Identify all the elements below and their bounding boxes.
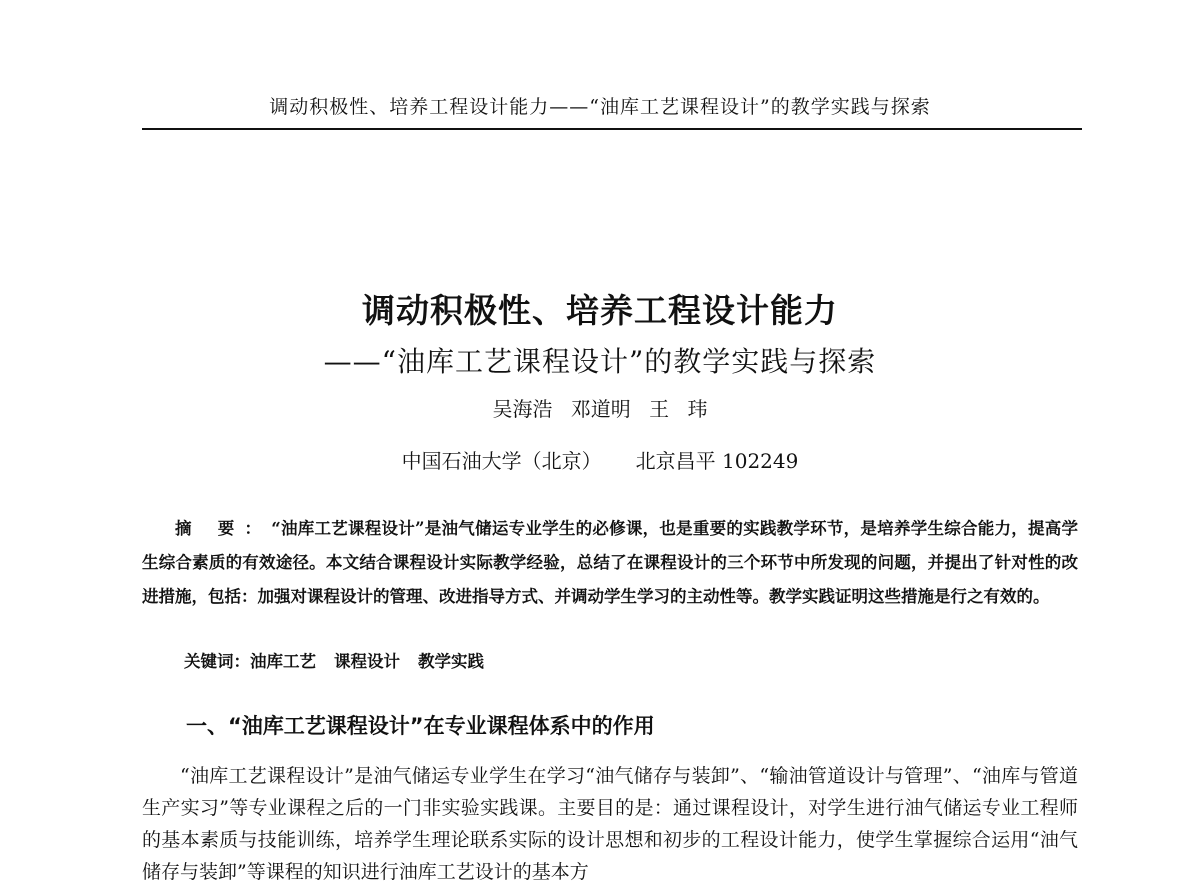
article-affiliation — [0, 445, 1200, 474]
keyword-item: 教学实践 — [418, 652, 484, 671]
affiliation-location: 北京昌平 102249 — [635, 449, 799, 473]
abstract-text: “油库工艺课程设计”是油气储运专业学生的必修课，也是重要的实践教学环节，是培养学生综合能力，提高学生综合素质的有效途径。本文结合课程设计实际教学经验，总结了在课程设计的三个环节中所发现的问题，并提出了针对性的改进措施，包括：加强对课程设计的管理、改进指导方式、并调动学生学习的主动性等。教学实践证明这些措施是行之有效的。 — [142, 519, 1078, 606]
body-paragraph: “油库工艺课程设计”是油气储运专业学生在学习“油气储存与装卸”、“输油管道设计与管理”、“油库与管道生产实习”等专业课程之后的一门非实验实践课。主要目的是：通过课程设计，对学生进行油气储运专业工程师的基本素质与技能训练，培养学生理论联系实际的设计思想和初步的工程设计能力，使学生掌握综合运用“油气储存与装卸”等课程的知识进行油库工艺设计的基本方 — [142, 765, 1078, 883]
header-rule — [142, 128, 1082, 130]
keyword-item: 课程设计 — [334, 652, 400, 671]
affiliation-institution: 中国石油大学（北京） — [401, 449, 602, 473]
keywords-label: 关键词： — [184, 652, 250, 671]
abstract — [142, 512, 1078, 614]
keyword-item: 油库工艺 — [250, 652, 316, 671]
article-subtitle: ——“油库工艺课程设计”的教学实践与探索 — [323, 345, 877, 378]
article-title: 调动积极性、培养工程设计能力 — [362, 291, 838, 330]
running-header: 调动积极性、培养工程设计能力——“油库工艺课程设计”的教学实践与探索 — [269, 96, 931, 118]
section-heading: 一、“油库工艺课程设计”在专业课程体系中的作用 — [186, 714, 655, 738]
keywords — [142, 648, 1078, 676]
article-authors: 吴海浩 邓道明 王 玮 — [492, 397, 708, 421]
abstract-label: 摘 要： — [175, 519, 272, 538]
